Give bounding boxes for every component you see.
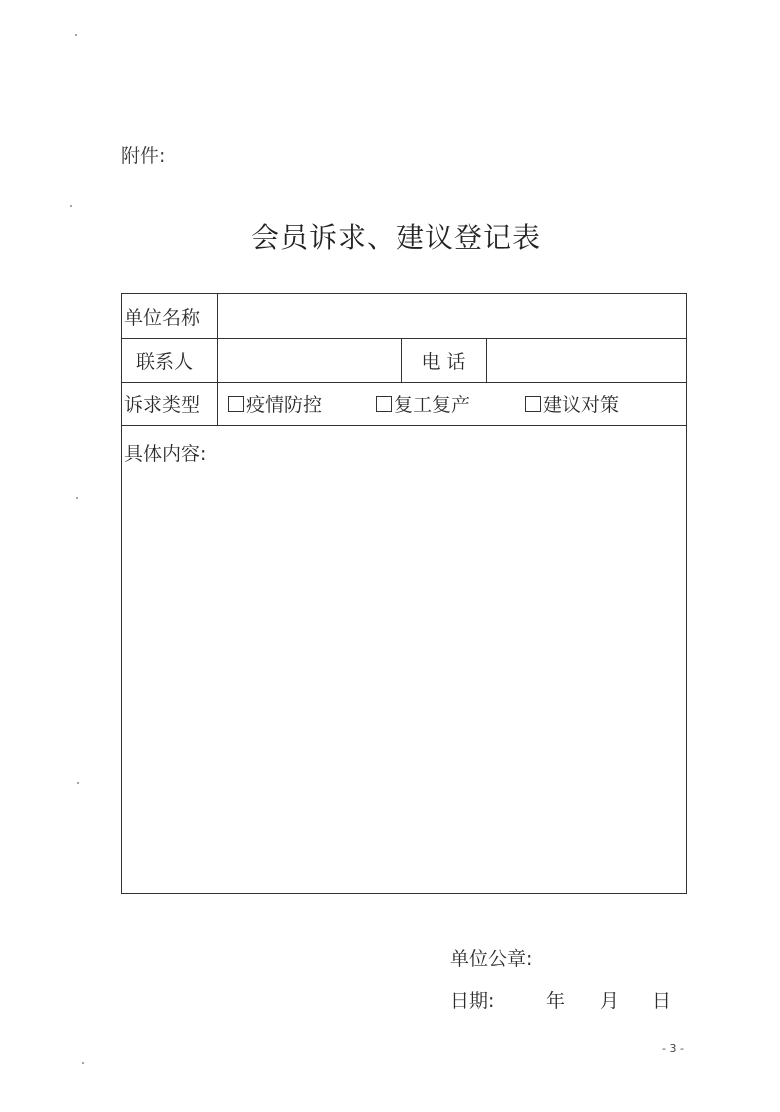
scan-speck <box>77 782 79 784</box>
scan-speck <box>75 34 77 36</box>
checkbox-icon[interactable] <box>228 396 244 412</box>
type-label: 诉求类型 <box>124 394 201 416</box>
content-field[interactable] <box>126 469 682 889</box>
content-label: 具体内容: <box>124 443 207 465</box>
day-label: 日 <box>652 990 672 1012</box>
phone-field[interactable] <box>489 338 686 382</box>
divider <box>217 382 218 425</box>
scan-speck <box>76 497 78 499</box>
checkbox-icon[interactable] <box>525 396 541 412</box>
unit-name-field[interactable] <box>220 294 686 338</box>
form-title: 会员诉求、建议登记表 <box>250 221 541 254</box>
phone-label: 电 话 <box>421 350 466 373</box>
option-label: 疫情防控 <box>246 394 323 416</box>
option-label: 建议对策 <box>543 394 620 416</box>
option-label: 复工复产 <box>394 394 471 416</box>
content-area[interactable] <box>122 425 686 893</box>
contact-label: 联系人 <box>136 350 194 373</box>
option-resume-work[interactable] <box>376 382 470 425</box>
date-label: 日期: <box>450 990 495 1012</box>
year-label: 年 <box>546 990 566 1012</box>
scan-speck <box>82 1062 84 1064</box>
unit-name-row <box>122 294 686 339</box>
divider <box>217 294 218 338</box>
page-number: - 3 - <box>662 1042 684 1055</box>
divider <box>217 338 218 382</box>
month-label: 月 <box>600 990 620 1012</box>
unit-name-label: 单位名称 <box>124 306 201 329</box>
seal-label: 单位公章: <box>450 948 533 970</box>
registration-form <box>121 293 687 894</box>
attachment-label: 附件: <box>121 145 166 167</box>
divider <box>486 338 487 382</box>
option-epidemic-control[interactable] <box>228 382 322 425</box>
type-row <box>122 382 686 426</box>
scan-speck <box>70 205 72 207</box>
option-suggestion[interactable] <box>525 382 619 425</box>
contact-field[interactable] <box>220 338 398 382</box>
checkbox-icon[interactable] <box>376 396 392 412</box>
contact-row <box>122 338 686 383</box>
